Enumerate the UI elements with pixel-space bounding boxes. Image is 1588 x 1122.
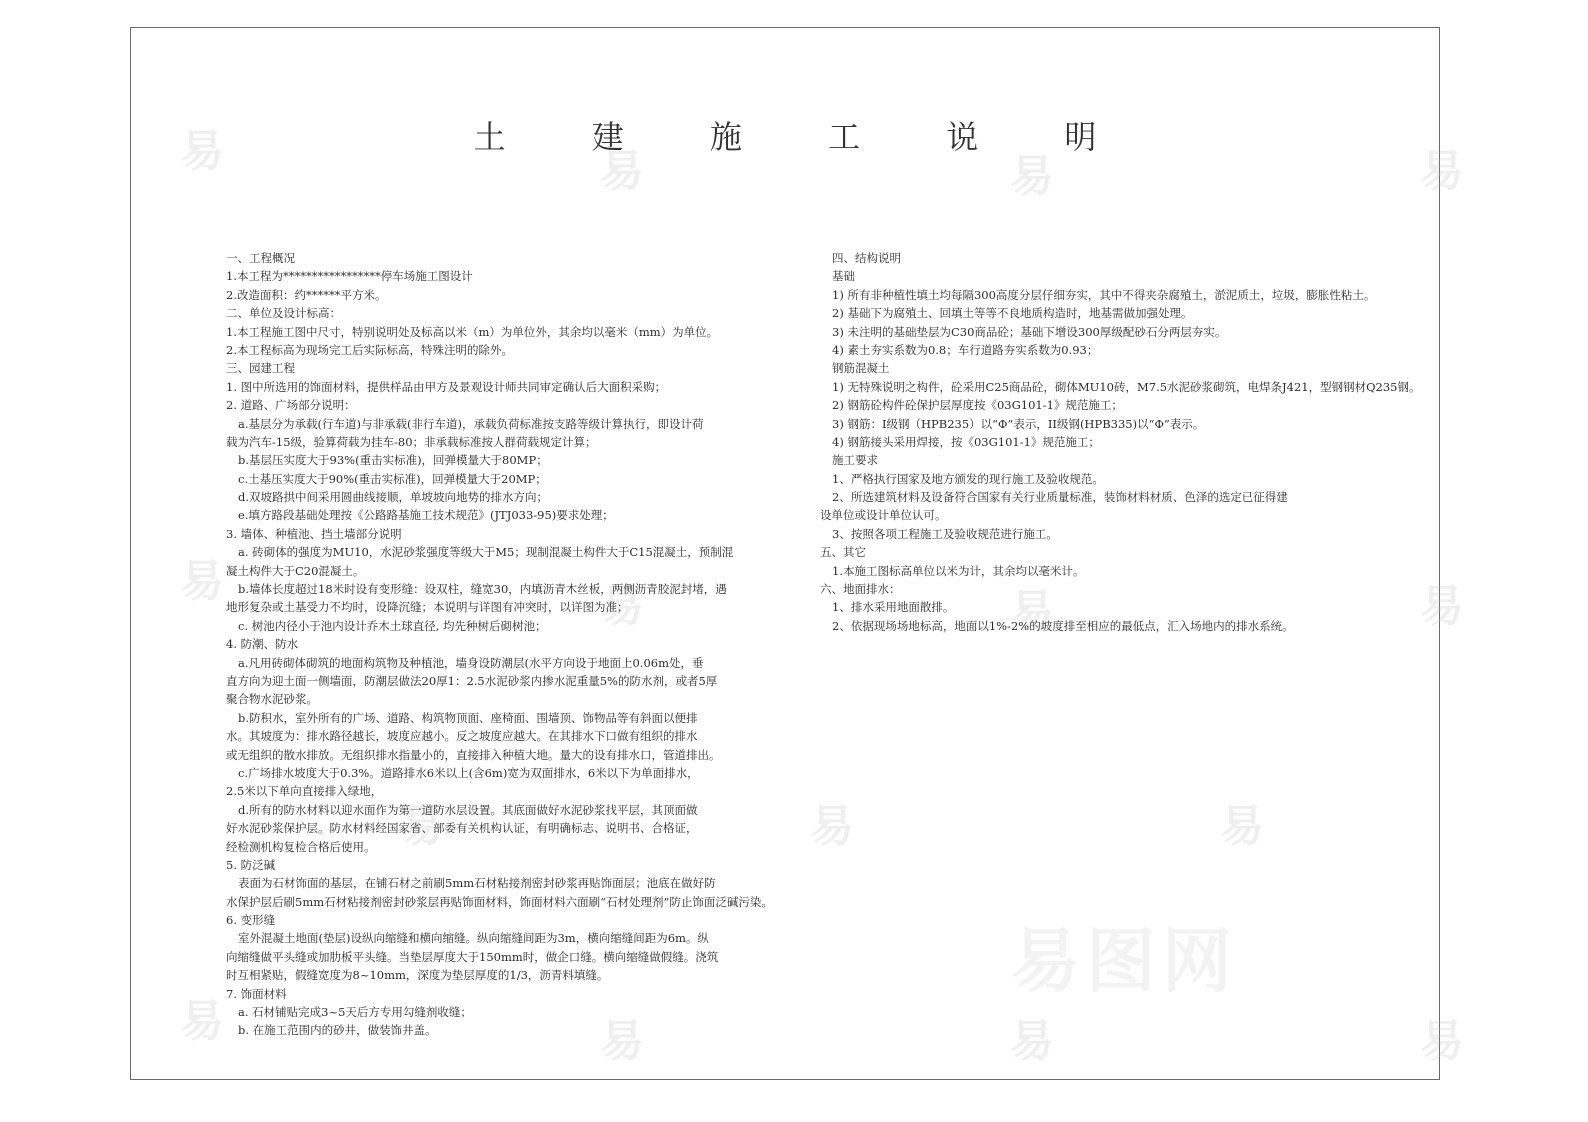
note-line: 基础: [832, 269, 855, 284]
note-line: 5. 防泛碱: [226, 857, 276, 872]
watermark-logo-icon: 易: [180, 126, 224, 177]
watermark-logo-icon: 易: [400, 801, 444, 852]
note-line: 4. 防潮、防水: [226, 637, 299, 652]
note-line: 7. 饰面材料: [226, 986, 287, 1001]
note-line: d.所有的防水材料以迎水面作为第一道防水层设置。其底面做好水泥砂浆找平层，其顶面做: [238, 802, 698, 817]
note-line: 水。其坡度为：排水路径越长，坡度应越小。反之坡度应越大。在其排水下口做有组织的排水: [226, 729, 698, 744]
watermark-logo-icon: 易: [1420, 146, 1464, 197]
watermark-logo-icon: 易: [1010, 586, 1054, 637]
watermark-logo-icon: 易: [600, 1016, 644, 1067]
note-line: 2.改造面积：约******平方米。: [226, 287, 387, 302]
note-line: a.基层分为承载(行车道)与非承载(非行车道)，承载负荷标准按支路等级计算执行，即设计荷: [238, 416, 704, 431]
note-line: 3) 钢筋：I级钢（HPB235）以“Φ”表示，II级钢(HPB335)以“Φ”表示。: [832, 416, 1205, 431]
watermark-logo-icon: 易: [180, 996, 224, 1047]
note-line: 或无组织的散水排放。无组织排水指量小的，直接排入种植大地。量大的设有排水口，管道排出。: [226, 747, 721, 762]
note-line: b.墙体长度超过18米时设有变形缝：设双柱，缝宽30，内填沥青木丝板，两侧沥青胶泥封堵，遇: [238, 582, 727, 597]
note-line: 2、依据现场场地标高，地面以1%-2%的坡度排至相应的最低点，汇入场地内的排水系统。: [832, 618, 1294, 633]
note-line: 2.本工程标高为现场完工后实际标高，特殊注明的除外。: [226, 342, 513, 357]
note-line: 钢筋混凝土: [832, 361, 890, 376]
note-line: a.凡用砖砌体砌筑的地面构筑物及种植池，墙身设防潮层(水平方向设于地面上0.06m处，垂: [238, 655, 704, 670]
watermark-logo-icon: 易: [180, 556, 224, 607]
note-line: 3、按照各项工程施工及验收规范进行施工。: [832, 526, 1058, 541]
note-line: 向缩缝做平头缝或加肋板平头缝。当垫层厚度大于150mm时，做企口缝。横向缩缝做假缝。浇筑: [226, 949, 719, 964]
note-line: a. 石材铺贴完成3~5天后方专用勾缝剂收缝；: [238, 1005, 472, 1020]
note-line: 载为汽车-15级，验算荷载为挂车-80；非承载标准按人群荷载规定计算；: [226, 434, 597, 449]
watermark-logo-icon: 易: [1220, 801, 1264, 852]
note-line: 四、结构说明: [832, 251, 901, 265]
note-line: b.防积水，室外所有的广场、道路、构筑物顶面、座椅面、围墙顶、饰物品等有斜面以便排: [238, 710, 698, 725]
note-line: 设单位或设计单位认可。: [820, 508, 947, 523]
note-line: 时互相紧贴，假缝宽度为8~10mm，深度为垫层厚度的1/3，沥青料填缝。: [226, 968, 609, 983]
note-line: 1、排水采用地面散排。: [832, 600, 955, 615]
note-line: 1.本工程施工图中尺寸，特别说明处及标高以米（m）为单位外，其余均以毫米（mm）为单位。: [226, 324, 719, 339]
note-line: c. 树池内径小于池内设计乔木土球直径, 均先种树后砌树池；: [238, 618, 547, 633]
note-line: e.填方路段基础处理按《公路路基施工技术规范》(JTJ033-95)要求处理；: [238, 508, 614, 523]
note-line: 二、单位及设计标高：: [226, 306, 341, 321]
note-line: 直方向为迎土面一侧墙面，防潮层做法20厚1：2.5水泥砂浆内掺水泥重量5%的防水剂，或者5厚: [226, 673, 718, 688]
note-line: 4) 素土夯实系数为0.8；车行道路夯实系数为0.93；: [832, 342, 1099, 357]
watermark-logo-icon: 易: [810, 801, 854, 852]
note-line: b. 在施工范围内的砂井，做装饰井盖。: [238, 1023, 437, 1038]
note-line: a. 砖砌体的强度为MU10，水泥砂浆强度等级大于M5；现制混凝土构件大于C15混凝土，预制混: [238, 545, 734, 560]
note-line: 六、地面排水：: [820, 582, 901, 597]
note-line: 6. 变形缝: [226, 913, 276, 928]
note-line: 3) 未注明的基础垫层为C30商品砼；基础下增设300厚级配砂石分两层夯实。: [832, 324, 1227, 339]
note-line: 三、园建工程: [226, 361, 295, 376]
watermark-logo-icon: 易: [1010, 1016, 1054, 1067]
note-line: 2. 道路、广场部分说明：: [226, 398, 356, 413]
right-column-notes: [820, 249, 1420, 635]
note-line: 水保护层后刷5mm石材粘接剂密封砂浆层再贴饰面材料，饰面材料六面刷“石材处理剂”防止饰面泛碱污染。: [226, 894, 773, 909]
note-line: 凝土构件大于C20混凝土。: [226, 563, 365, 578]
watermark-logo-icon: 易: [600, 146, 644, 197]
note-line: c.土基压实度大于90%(重击实标准)，回弹模量大于20MP；: [238, 471, 547, 486]
note-line: 1.本工程为*****************停车场施工图设计: [226, 269, 473, 284]
left-column-notes: [226, 249, 811, 1040]
note-line: 2) 基础下为腐殖土、回填土等等不良地质构造时，地基需做加强处理。: [832, 306, 1193, 321]
watermark-logo-icon: 易: [1420, 1016, 1464, 1067]
note-line: 1. 图中所选用的饰面材料，提供样品由甲方及景观设计师共同审定确认后大面积采购；: [226, 379, 667, 394]
note-line: 地形复杂或土基受力不均时，设降沉缝；本说明与详图有冲突时，以详图为准；: [226, 600, 629, 615]
note-line: 2、所选建筑材料及设备符合国家有关行业质量标准，装饰材料材质、色泽的选定已征得建: [832, 490, 1288, 505]
note-line: 室外混凝土地面(垫层)设纵向缩缝和横向缩缝。纵向缩缝间距为3m，横向缩缝间距为6m。纵: [238, 931, 709, 946]
note-line: 施工要求: [832, 453, 878, 468]
note-line: b.基层压实度大于93%(重击实标准)，回弹模量大于80MP；: [238, 453, 548, 468]
note-line: 经检测机构复检合格后使用。: [226, 839, 376, 854]
watermark-logo-icon: 易: [1010, 151, 1054, 202]
note-line: d.双坡路拱中间采用圆曲线接顺，单坡坡向地势的排水方向；: [238, 490, 549, 505]
note-line: 4) 钢筋接头采用焊接，按《03G101-1》规范施工；: [832, 434, 1100, 449]
note-line: 好水泥砂浆保护层。防水材料经国家省、部委有关机构认证，有明确标志、说明书、合格证，: [226, 821, 698, 836]
note-line: 一、工程概况: [226, 251, 295, 265]
page-title: 土 建 施 工 说 明: [473, 118, 1135, 156]
note-line: 1.本施工图标高单位以米为计，其余均以毫米计。: [832, 563, 1085, 578]
note-line: 2.5米以下单向直接排入绿地，: [226, 784, 383, 799]
note-line: 聚合物水泥砂浆。: [226, 692, 318, 707]
note-line: 1、严格执行国家及地方颁发的现行施工及验收规范。: [832, 471, 1104, 486]
note-line: 3. 墙体、种植池、挡土墙部分说明: [226, 526, 402, 541]
note-line: 表面为石材饰面的基层，在铺石材之前刷5mm石材粘接剂密封砂浆再贴饰面层；池底在做好防: [238, 876, 716, 891]
watermark-logo-icon: 易: [600, 581, 644, 632]
watermark-logo-icon: 易: [1420, 581, 1464, 632]
note-line: c.广场排水坡度大于0.3%。道路排水6米以上(含6m)宽为双面排水，6米以下为单面排水，: [238, 765, 699, 780]
note-line: 1) 所有非种植性填土均每隔300高度分层仔细夯实，其中不得夹杂腐殖土，淤泥质土，垃圾，膨胀性粘土。: [832, 287, 1376, 302]
note-line: 五、其它: [820, 545, 866, 560]
note-line: 2) 钢筋砼构件砼保护层厚度按《03G101-1》规范施工；: [832, 398, 1123, 413]
watermark-logo-icon: 易图网: [1010, 920, 1238, 1002]
note-line: 1) 无特殊说明之构件，砼采用C25商品砼，砌体MU10砖，M7.5水泥砂浆砌筑，电焊条J421，型钢钢材Q235钢。: [832, 379, 1421, 394]
